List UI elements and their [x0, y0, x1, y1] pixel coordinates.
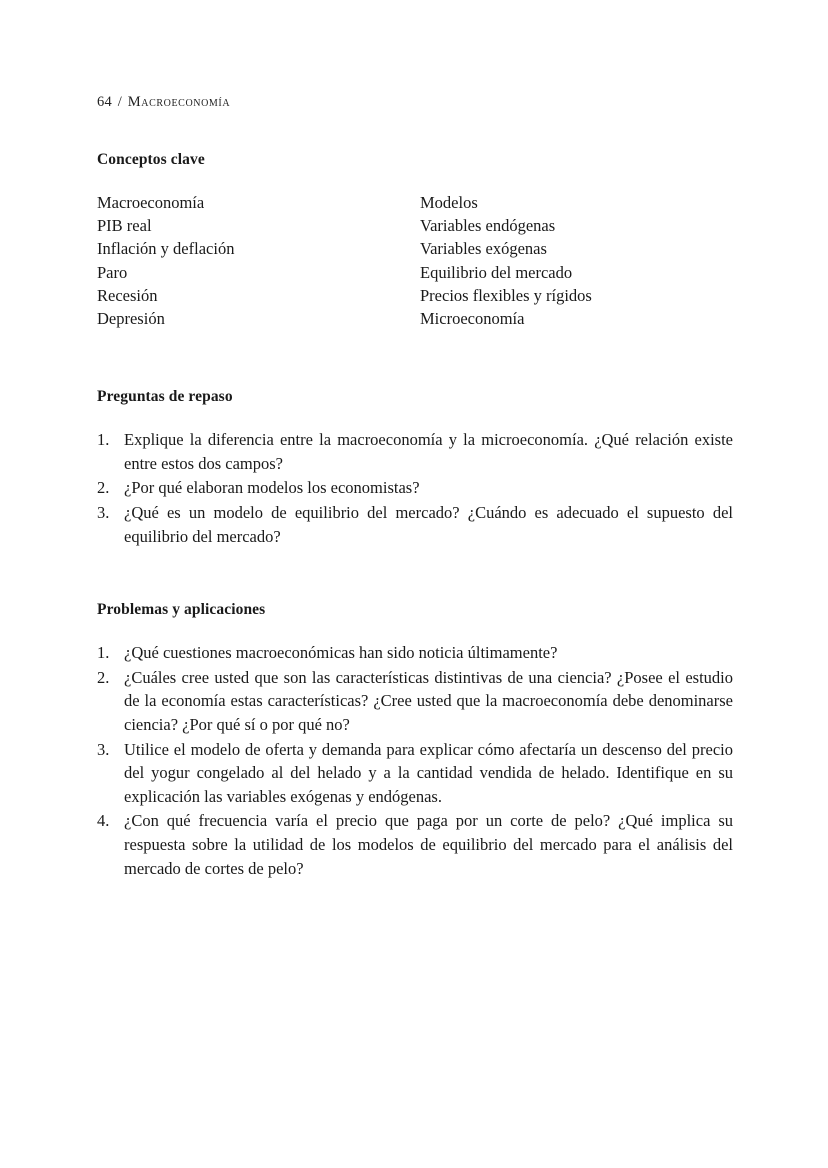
key-concept-item: Modelos — [420, 193, 478, 212]
review-questions-section — [97, 388, 733, 548]
key-concept-item: PIB real — [97, 216, 152, 236]
list-item-text: ¿Por qué elaboran modelos los economistas? — [124, 478, 420, 498]
list-item-text: Utilice el modelo de oferta y demanda para explicar cómo afectaría un descenso del precio del yogur congelado al del helado y a la cantidad vendida de helado. Identifique en su explicación las variables exógenas y endógenas. — [124, 739, 733, 806]
key-concept-item: Variables exógenas — [420, 239, 547, 259]
list-item-number: 4. — [97, 811, 110, 831]
list-item — [97, 501, 733, 548]
key-concepts-columns — [97, 191, 733, 330]
problems-list — [97, 641, 733, 880]
key-concept-item: Inflación y deflación — [97, 239, 235, 259]
key-concepts-right-column — [410, 191, 733, 330]
key-concepts-left-column — [97, 191, 410, 330]
key-concept-item: Recesión — [97, 285, 158, 305]
key-concept-item: Precios flexibles y rígidos — [420, 285, 592, 305]
list-item-text: ¿Qué es un modelo de equilibrio del mercado? ¿Cuándo es adecuado el supuesto del equilibrio del mercado? — [124, 503, 733, 546]
list-item — [97, 428, 733, 475]
list-item — [97, 476, 733, 500]
page-content — [97, 94, 733, 881]
list-item-number: 1. — [97, 643, 110, 663]
list-item-number: 1. — [97, 430, 110, 450]
problems-section — [97, 601, 733, 880]
page-number: 64 — [97, 94, 112, 110]
key-concepts-section — [97, 151, 733, 330]
list-item-number: 2. — [97, 478, 110, 498]
list-item-text: ¿Qué cuestiones macroeconómicas han sido noticia últimamente? — [124, 643, 558, 663]
key-concept-item: Paro — [97, 262, 128, 282]
running-head-separator: / — [117, 94, 122, 110]
key-concept-item: Equilibrio del mercado — [420, 262, 573, 282]
list-item-number: 2. — [97, 667, 110, 687]
list-item-number: 3. — [97, 503, 110, 522]
review-questions-heading: Preguntas de repaso — [97, 388, 233, 406]
review-questions-list — [97, 428, 733, 548]
list-item-text: Explique la diferencia entre la macroeconomía y la microeconomía. ¿Qué relación existe entre estos dos campos? — [124, 430, 733, 473]
key-concept-item: Variables endógenas — [420, 216, 556, 236]
list-item-text: ¿Cuáles cree usted que son las características distintivas de una ciencia? ¿Posee el estudio de la economía estas características? ¿Cree usted que la macroeconomía debe denominarse ciencia? ¿Por qué sí o por qué no? — [124, 667, 733, 734]
list-item — [97, 809, 733, 880]
key-concept-item: Macroeconomía — [97, 193, 205, 212]
list-item — [97, 666, 733, 737]
section-spacer — [97, 549, 733, 601]
key-concept-item: Depresión — [97, 309, 165, 329]
problems-heading: Problemas y aplicaciones — [97, 601, 266, 619]
list-item — [97, 738, 733, 809]
key-concept-item: Microeconomía — [420, 309, 525, 329]
key-concepts-heading: Conceptos clave — [97, 151, 205, 168]
list-item — [97, 641, 733, 665]
list-item-number: 3. — [97, 739, 110, 759]
running-head — [97, 94, 733, 111]
list-item-text: ¿Con qué frecuencia varía el precio que paga por un corte de pelo? ¿Qué implica su respuesta sobre la utilidad de los modelos de equilibrio del mercado para el análisis del mercado de cortes de pelo? — [124, 811, 733, 878]
book-title: Macroeconomía — [127, 94, 231, 110]
